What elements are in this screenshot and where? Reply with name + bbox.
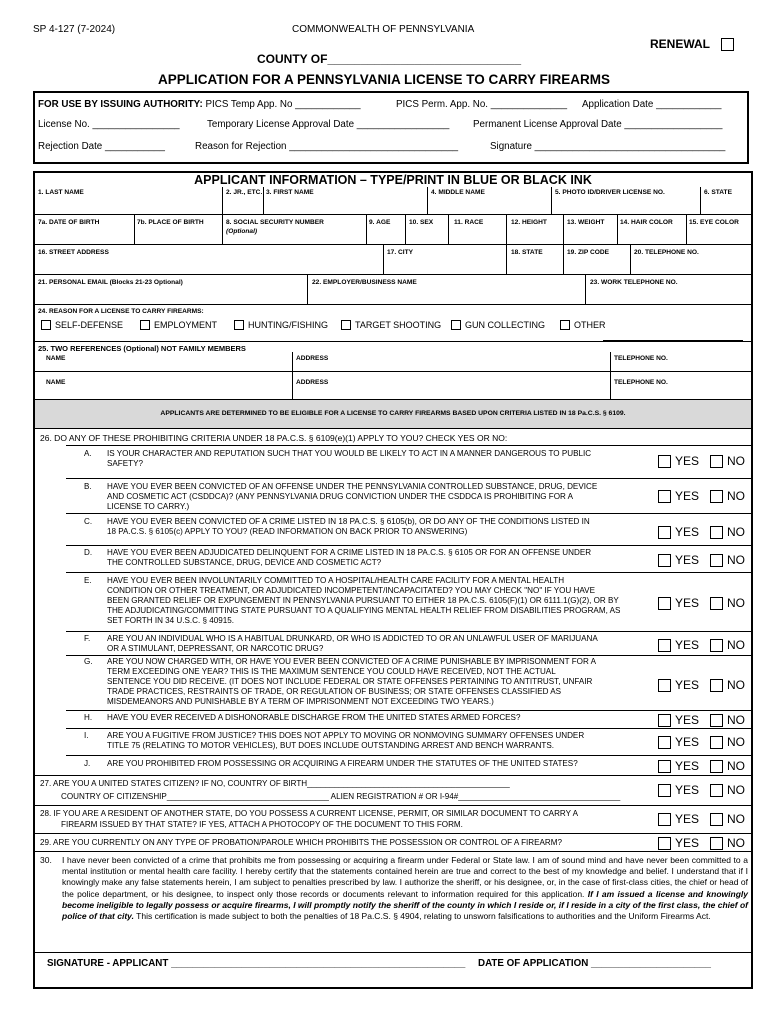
checkbox-yes[interactable] <box>658 597 671 610</box>
q26-item-text: TERM EXCEEDING ONE YEAR? THIS IS THE MAXIMUM SENTENCE YOU COULD HAVE RECEIVED, NOT THE ACTUAL <box>107 667 556 676</box>
q27-no[interactable]: NO <box>710 783 745 797</box>
q30-text: I have never been convicted of a crime that prohibits me from possessing or acquiring a firearm under Federal or State law. I am of sound mind and have never been committed to a mental institution or mental health care facility. I hereby certify that the statements contained herein are true and correct to the best of my knowledge and belief. I understand that if I knowingly make any false statements herein, I am subject to penalties prescribed by law. I authorize the sheriff, or his designee, or, in the case of first-class cities, the chief or head of the police department, or his designee, to inspect only those records or documents relevant to information required for this application. <box>62 855 748 899</box>
q26-item-text: HAVE YOU EVER RECEIVED A DISHONORABLE DISCHARGE FROM THE UNITED STATES ARMED FORCES? <box>107 713 521 722</box>
zip-field[interactable]: 19. ZIP CODE <box>567 249 610 256</box>
q26-item-text: SAFETY? <box>107 459 143 468</box>
checkbox-yes[interactable] <box>658 760 671 773</box>
q26-item-letter: F. <box>84 634 91 643</box>
eye-color-field[interactable]: 15. EYE COLOR <box>689 219 739 226</box>
q28-yes[interactable]: YES <box>658 812 699 826</box>
q26-h-yes[interactable]: YES <box>658 713 699 727</box>
checkbox-yes[interactable] <box>658 736 671 749</box>
q26-item-text: AND COSMETIC ACT (CSDDCA)? (ANY PENNSYLVANIA DRUG CONVICTION UNDER THE CSDDCA IS PROHIBITING FOR A <box>107 492 574 501</box>
reason-hunting[interactable]: HUNTING/FISHING <box>234 320 328 330</box>
q30-tail: This certification is made subject to both the penalties of 18 Pa.C.S. § 4904, relating to unsworn falsifications to authorities and the Uniform Firearms Act. <box>136 911 711 922</box>
q26-item-letter: E. <box>84 576 92 585</box>
q26-b-no[interactable]: NO <box>710 489 745 503</box>
q26-item-text: LICENSE TO CARRY.) <box>107 502 190 511</box>
q26-e-no[interactable]: NO <box>710 596 745 610</box>
references-label: 25. TWO REFERENCES (Optional) NOT FAMILY MEMBERS <box>38 344 246 353</box>
q26-d-no[interactable]: NO <box>710 553 745 567</box>
renewal-label: RENEWAL <box>650 37 710 51</box>
reason-collecting[interactable]: GUN COLLECTING <box>451 320 545 330</box>
checkbox-yes[interactable] <box>658 490 671 503</box>
suffix-field[interactable]: 2. JR., ETC. <box>226 189 263 196</box>
q26-item-text: HAVE YOU EVER BEEN CONVICTED OF A CRIME LISTED IN 18 PA.C.S. § 6105(b), OR DO ANY OF THE CONDITIONS LISTED IN <box>107 517 590 526</box>
q26-h-no[interactable]: NO <box>710 713 745 727</box>
q26-item-letter: J. <box>84 759 91 768</box>
q26-e-yes[interactable]: YES <box>658 596 699 610</box>
q30-number: 30. <box>40 855 52 865</box>
checkbox-no[interactable] <box>710 639 723 652</box>
checkbox-no[interactable] <box>710 760 723 773</box>
q26-item-letter: C. <box>84 517 93 526</box>
q29-line: 29. ARE YOU CURRENTLY ON ANY TYPE OF PROBATION/PAROLE WHICH PROHIBITS THE POSSESSION OR CONTROL OF A FIREARM? <box>40 838 563 847</box>
checkbox-yes[interactable] <box>658 639 671 652</box>
q26-item-text: HAVE YOU EVER BEEN CONVICTED OF AN OFFENSE UNDER THE PENNSYLVANIA CONTROLLED SUBSTANCE, DRUG, DEVICE <box>107 482 598 491</box>
q26-item-text: HAVE YOU EVER BEEN INVOLUNTARILY COMMITTED TO A HOSPITAL/HEALTH CARE FACILITY FOR A MENTAL HEALTH <box>107 576 565 585</box>
q30-certification <box>62 855 748 922</box>
middle-name-field[interactable]: 4. MIDDLE NAME <box>431 189 485 196</box>
telephone-field[interactable]: 20. TELEPHONE NO. <box>634 249 699 256</box>
q26-item-text: ARE YOU AN INDIVIDUAL WHO IS A HABITUAL DRUNKARD, OR WHO IS ADDICTED TO OR AN UNLAWFUL USER OF MARIJUANA <box>107 634 598 643</box>
q26-item-text: 18 PA.C.S. § 6105(c) APPLY TO YOU? (READ INFORMATION ON BACK PRIOR TO ANSWERING) <box>107 527 468 536</box>
checkbox-no[interactable] <box>710 526 723 539</box>
q28-no[interactable]: NO <box>710 812 745 826</box>
pics-temp-field[interactable]: PICS Temp App. No ____________ <box>205 99 361 110</box>
work-telephone-field[interactable]: 23. WORK TELEPHONE NO. <box>590 279 678 286</box>
ref1-name[interactable]: NAME <box>46 355 66 362</box>
form-id: SP 4-127 (7-2024) <box>33 24 116 35</box>
ssn-optional-note: (Optional) <box>226 228 258 235</box>
q26-item-letter: H. <box>84 713 93 722</box>
q27-yes[interactable]: YES <box>658 783 699 797</box>
height-field[interactable]: 12. HEIGHT <box>511 219 547 226</box>
q26-g-yes[interactable]: YES <box>658 678 699 692</box>
q26-divider <box>66 710 751 711</box>
q29-no[interactable]: NO <box>710 836 745 850</box>
q26-f-yes[interactable]: YES <box>658 638 699 652</box>
q26-item-letter: I. <box>84 731 89 740</box>
q26-a-no[interactable]: NO <box>710 454 745 468</box>
q26-item-letter: B. <box>84 482 92 491</box>
reason-self-defense[interactable]: SELF-DEFENSE <box>41 320 123 330</box>
authority-row-1 <box>38 99 361 110</box>
id-state-field[interactable]: 6. STATE <box>704 189 732 196</box>
age-field[interactable]: 9. AGE <box>369 219 391 226</box>
q29-no-checkbox[interactable] <box>710 837 723 850</box>
q26-item-text: SENTENCE YOU DID RECEIVE. (IT DOES NOT INCLUDE FEDERAL OR STATE OFFENSES PERTAINING TO ANTITRUST, UNFAIR <box>107 677 593 686</box>
checkbox-no[interactable] <box>710 736 723 749</box>
rejection-date-field[interactable]: Rejection Date ___________ <box>38 141 165 152</box>
checkbox-yes[interactable] <box>658 714 671 727</box>
q26-j-no[interactable]: NO <box>710 759 745 773</box>
q26-item-text: TITLE 75 (RELATING TO MOTOR VEHICLES), BUT DOES INCLUDE OUTSTANDING ARREST AND BENCH WARRANTS. <box>107 741 555 750</box>
q29-yes[interactable]: YES <box>658 836 699 850</box>
q26-item-text: THE ADJUDICATING/COMMITTING STATE PURSUANT TO A QUALIFYING MENTAL HEALTH RELIEF FROM DISABILITIES PROGRAM, AS <box>107 606 621 615</box>
reason-target[interactable]: TARGET SHOOTING <box>341 320 441 330</box>
q28-no-checkbox[interactable] <box>710 813 723 826</box>
q26-item-letter: D. <box>84 548 93 557</box>
reason-employment[interactable]: EMPLOYMENT <box>140 320 217 330</box>
ref1-address[interactable]: ADDRESS <box>296 355 329 362</box>
authority-heading: FOR USE BY ISSUING AUTHORITY: <box>38 99 203 110</box>
street-address-field[interactable]: 16. STREET ADDRESS <box>38 249 109 256</box>
q26-i-yes[interactable]: YES <box>658 735 699 749</box>
renewal-option[interactable] <box>650 37 738 51</box>
q28-yes-checkbox[interactable] <box>658 813 671 826</box>
last-name-field[interactable]: 1. LAST NAME <box>38 189 84 196</box>
q26-item-text: ARE YOU A FUGITIVE FROM JUSTICE? THIS DOES NOT APPLY TO MOVING OR NONMOVING SUMMARY OFFENSES UNDER <box>107 731 585 740</box>
checkbox-no[interactable] <box>710 679 723 692</box>
first-name-field[interactable]: 3. FIRST NAME <box>266 189 314 196</box>
license-no-field[interactable]: License No. ________________ <box>38 119 180 130</box>
ref2-address[interactable]: ADDRESS <box>296 379 329 386</box>
photo-id-field[interactable]: 5. PHOTO ID/DRIVER LICENSE NO. <box>555 189 665 196</box>
employer-field[interactable]: 22. EMPLOYER/BUSINESS NAME <box>312 279 417 286</box>
county-field[interactable]: COUNTY OF_____________________________ <box>257 52 521 66</box>
ref2-name[interactable]: NAME <box>46 379 66 386</box>
q26-item-text: TRADE PRACTICES, RESTRAINTS OF TRADE, OR REGULATION OF BUSINESS; OR STATE OFFENSES CLASSIFIED AS <box>107 687 562 696</box>
q26-c-no[interactable]: NO <box>710 525 745 539</box>
q26-divider <box>66 728 751 729</box>
q26-g-no[interactable]: NO <box>710 678 745 692</box>
target-checkbox[interactable] <box>341 320 351 330</box>
q26-divider <box>66 513 751 514</box>
q26-f-no[interactable]: NO <box>710 638 745 652</box>
q26-item-text: CONDITION OR OTHER TREATMENT, OR ADJUDICATED INCOMPETENT/INCAPACITATED? YOU MAY CHECK "NO" IF YOU HAVE <box>107 586 595 595</box>
q27-line2[interactable]: COUNTRY OF CITIZENSHIP____________________________________ ALIEN REGISTRATION # OR I-94#____________________________________ <box>61 792 621 801</box>
q27-yes-checkbox[interactable] <box>658 784 671 797</box>
ref2-telephone[interactable]: TELEPHONE NO. <box>614 379 668 386</box>
ssn-field[interactable]: 8. SOCIAL SECURITY NUMBER <box>226 219 324 226</box>
q26-divider <box>66 631 751 632</box>
checkbox-no[interactable] <box>710 490 723 503</box>
q26-item-letter: A. <box>84 449 92 458</box>
q26-item-text: OR A STIMULANT, DEPRESSANT, OR NARCOTIC DRUG? <box>107 644 324 653</box>
reason-label: 24. REASON FOR A LICENSE TO CARRY FIREARMS: <box>38 308 204 315</box>
ref1-telephone[interactable]: TELEPHONE NO. <box>614 355 668 362</box>
email-field[interactable]: 21. PERSONAL EMAIL (Blocks 21-23 Optional) <box>38 279 183 286</box>
q27-line1[interactable]: 27. ARE YOU A UNITED STATES CITIZEN? IF NO, COUNTRY OF BIRTH_____________________________________________ <box>40 779 510 788</box>
q26-i-no[interactable]: NO <box>710 735 745 749</box>
q26-item-text: ARE YOU PROHIBITED FROM POSSESSING OR ACQUIRING A FIREARM UNDER THE STATUTES OF THE UNITED STATES? <box>107 759 578 768</box>
pics-perm-field[interactable]: PICS Perm. App. No. ______________ <box>396 99 568 110</box>
q26-item-text: BEEN GRANTED RELIEF OR EXPUNGEMENT IN PENNSYLVANIA PURSUANT TO EITHER 18 PA.C.S. 6105(F)(1) OR 6111.1(G)(2), OR BY <box>107 596 619 605</box>
q28-line2: FIREARM ISSUED BY THAT STATE? IF YES, ATTACH A PHOTOCOPY OF THE DOCUMENT TO THIS FORM. <box>61 820 463 829</box>
q26-item-text: SET FORTH IN 34 U.S.C. § 40915. <box>107 616 235 625</box>
q26-item-text: IS YOUR CHARACTER AND REPUTATION SUCH THAT YOU WOULD BE LIKELY TO ACT IN A MANNER DANGEROUS TO PUBLIC <box>107 449 592 458</box>
q26-c-yes[interactable]: YES <box>658 525 699 539</box>
q26-label: 26. DO ANY OF THESE PROHIBITING CRITERIA UNDER 18 PA.C.S. § 6109(e)(1) APPLY TO YOU? CHECK YES OR NO: <box>40 433 508 443</box>
q26-j-yes[interactable]: YES <box>658 759 699 773</box>
temp-approval-field[interactable]: Temporary License Approval Date _________________ <box>207 119 450 130</box>
page-title: APPLICATION FOR A PENNSYLVANIA LICENSE TO CARRY FIREARMS <box>158 72 611 87</box>
q26-item-letter: G. <box>84 657 93 666</box>
q26-item-text: HAVE YOU EVER BEEN ADJUDICATED DELINQUENT FOR A CRIME LISTED IN 18 PA.C.S. § 6105 OR FOR AN OFFENSE UNDER <box>107 548 592 557</box>
q26-divider <box>66 545 751 546</box>
q26-a-yes[interactable]: YES <box>658 454 699 468</box>
weight-field[interactable]: 13. WEIGHT <box>567 219 605 226</box>
rejection-reason-field[interactable]: Reason for Rejection _______________________________ <box>195 141 459 152</box>
employment-checkbox[interactable] <box>140 320 150 330</box>
application-date-field[interactable]: Application Date ____________ <box>582 99 722 110</box>
application-date-signature-field[interactable]: DATE OF APPLICATION ______________________ <box>478 958 711 969</box>
q26-divider <box>66 572 751 573</box>
city-field[interactable]: 17. CITY <box>387 249 414 256</box>
checkbox-no[interactable] <box>710 554 723 567</box>
authority-signature-field[interactable]: Signature ___________________________________ <box>490 141 726 152</box>
checkbox-yes[interactable] <box>658 455 671 468</box>
eligibility-note: APPLICANTS ARE DETERMINED TO BE ELIGIBLE FOR A LICENSE TO CARRY FIREARMS BASED UPON CRITERIA LISTED IN 18 Pa.C.S. § 6109. <box>160 410 626 417</box>
checkbox-no[interactable] <box>710 455 723 468</box>
collecting-checkbox[interactable] <box>451 320 461 330</box>
q26-item-text: MISDEMEANORS AND PUNISHABLE BY A TERM OF IMPRISONMENT NOT EXCEEDING TWO YEARS.) <box>107 697 494 706</box>
q26-divider <box>66 478 751 479</box>
applicant-heading: APPLICANT INFORMATION – TYPE/PRINT IN BLUE OR BLACK INK <box>194 173 592 187</box>
q28-line1: 28. IF YOU ARE A RESIDENT OF ANOTHER STATE, DO YOU POSSESS A CURRENT LICENSE, PERMIT, OR SIMILAR DOCUMENT TO CARRY A <box>40 809 579 818</box>
perm-approval-field[interactable]: Permanent License Approval Date __________________ <box>473 119 723 130</box>
state-field[interactable]: 18. STATE <box>511 249 543 256</box>
q26-divider <box>66 655 751 656</box>
commonwealth-label: COMMONWEALTH OF PENNSYLVANIA <box>292 24 475 35</box>
checkbox-yes[interactable] <box>658 526 671 539</box>
q26-item-text: ARE YOU NOW CHARGED WITH, OR HAVE YOU EVER BEEN CONVICTED OF A CRIME PUNISHABLE BY IMPRISONMENT FOR A <box>107 657 597 666</box>
q26-divider <box>66 755 751 756</box>
dob-field[interactable]: 7a. DATE OF BIRTH <box>38 219 100 226</box>
q27-no-checkbox[interactable] <box>710 784 723 797</box>
q26-item-text: THE CONTROLLED SUBSTANCE, DRUG, DEVICE AND COSMETIC ACT? <box>107 558 382 567</box>
reason-other[interactable]: OTHER <box>560 320 606 330</box>
q29-yes-checkbox[interactable] <box>658 837 671 850</box>
checkbox-yes[interactable] <box>658 554 671 567</box>
hunting-checkbox[interactable] <box>234 320 244 330</box>
q26-b-yes[interactable]: YES <box>658 489 699 503</box>
applicant-signature-field[interactable]: SIGNATURE - APPLICANT ______________________________________________________ <box>47 958 466 969</box>
other-checkbox[interactable] <box>560 320 570 330</box>
checkbox-no[interactable] <box>710 714 723 727</box>
checkbox-no[interactable] <box>710 597 723 610</box>
sex-field[interactable]: 10. SEX <box>409 219 434 226</box>
renewal-checkbox[interactable] <box>721 38 734 51</box>
checkbox-yes[interactable] <box>658 679 671 692</box>
hair-color-field[interactable]: 14. HAIR COLOR <box>620 219 673 226</box>
q26-d-yes[interactable]: YES <box>658 553 699 567</box>
q30-bold: If I am issued a license and knowingly become ineligible to legally possess or acquire firearms, I will promptly notify the sheriff of the county in which I reside or, if I reside in a city of the first class, the chief of police of that city. <box>62 888 748 922</box>
race-field[interactable]: 11. RACE <box>454 219 484 226</box>
birthplace-field[interactable]: 7b. PLACE OF BIRTH <box>137 219 204 226</box>
self-defense-checkbox[interactable] <box>41 320 51 330</box>
